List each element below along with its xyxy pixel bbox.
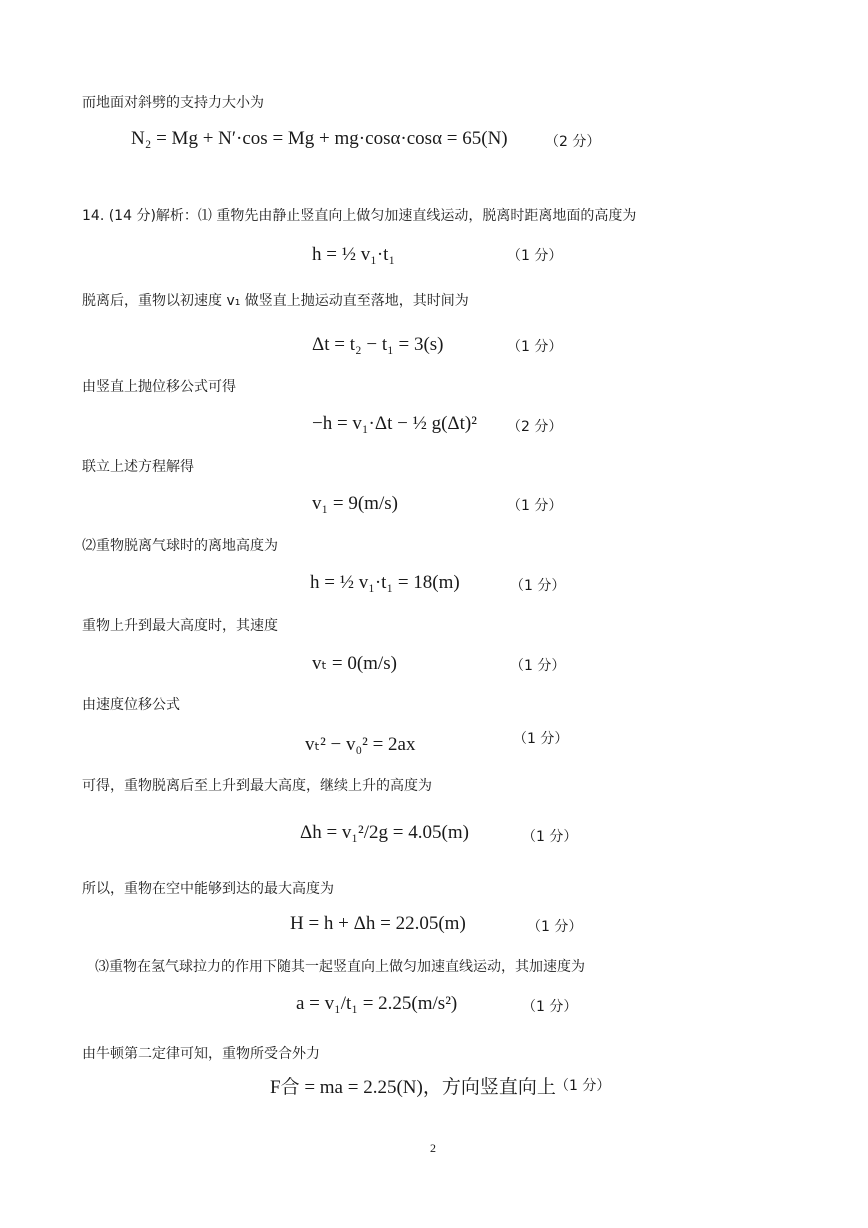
text-line-max-height-speed: 重物上升到最大高度时，其速度: [82, 618, 278, 634]
score-mark: （1 分）: [555, 1078, 611, 1094]
score-mark: （1 分）: [527, 919, 583, 935]
text-line-continue-rise: 可得，重物脱离后至上升到最大高度，继续上升的高度为: [82, 778, 432, 794]
text-line-displacement-formula: 由竖直上抛位移公式可得: [82, 379, 236, 395]
score-mark: （1 分）: [510, 658, 566, 674]
page-number: 2: [430, 1141, 436, 1155]
score-mark: （1 分）: [507, 498, 563, 514]
equation-H: H = h + Δh = 22.05(m): [290, 913, 466, 934]
score-mark: （2 分）: [507, 419, 563, 435]
equation-vt-squared: vₜ² − v₀² = 2ax: [305, 734, 416, 755]
equation-n2: N₂ = Mg + N′·cos = Mg + mg·cosα·cosα = 65(N): [131, 128, 508, 149]
score-mark: （1 分）: [507, 248, 563, 264]
text-line-solve: 联立上述方程解得: [82, 459, 194, 475]
text-line-max-height: 所以，重物在空中能够到达的最大高度为: [82, 881, 334, 897]
text-line-after-release: 脱离后，重物以初速度 v₁ 做竖直上抛运动直至落地，其时间为: [82, 293, 469, 309]
equation-vt: vₜ = 0(m/s): [312, 653, 397, 674]
equation-h-18: h = ½ v₁·t₁ = 18(m): [310, 572, 460, 593]
text-line-support-force: 而地面对斜劈的支持力大小为: [82, 95, 264, 111]
equation-delta-h: Δh = v₁²/2g = 4.05(m): [300, 822, 469, 843]
score-mark: （1 分）: [522, 999, 578, 1015]
equation-f-net: F合 = ma = 2.25(N)，方向竖直向上: [270, 1077, 556, 1098]
score-mark: （1 分）: [522, 829, 578, 845]
equation-delta-t: Δt = t₂ − t₁ = 3(s): [312, 334, 444, 355]
text-line-part3: ⑶重物在氢气球拉力的作用下随其一起竖直向上做匀加速直线运动，其加速度为: [95, 959, 585, 975]
text-line-q14-intro: 14. (14 分)解析：⑴ 重物先由静止竖直向上做匀加速直线运动，脱离时距离地面的高度为: [82, 208, 637, 224]
equation-h: h = ½ v₁·t₁: [312, 244, 396, 265]
text-line-velocity-displacement: 由速度位移公式: [82, 697, 180, 713]
text-line-part2: ⑵重物脱离气球时的离地高度为: [82, 538, 278, 554]
score-mark: （2 分）: [545, 134, 601, 150]
score-mark: （1 分）: [510, 578, 566, 594]
score-mark: （1 分）: [507, 339, 563, 355]
equation-minus-h: −h = v₁·Δt − ½ g(Δt)²: [312, 413, 477, 434]
equation-a: a = v₁/t₁ = 2.25(m/s²): [296, 993, 458, 1014]
equation-v1: v₁ = 9(m/s): [312, 493, 398, 514]
score-mark: （1 分）: [513, 731, 569, 747]
text-line-newton: 由牛顿第二定律可知，重物所受合外力: [82, 1046, 320, 1062]
